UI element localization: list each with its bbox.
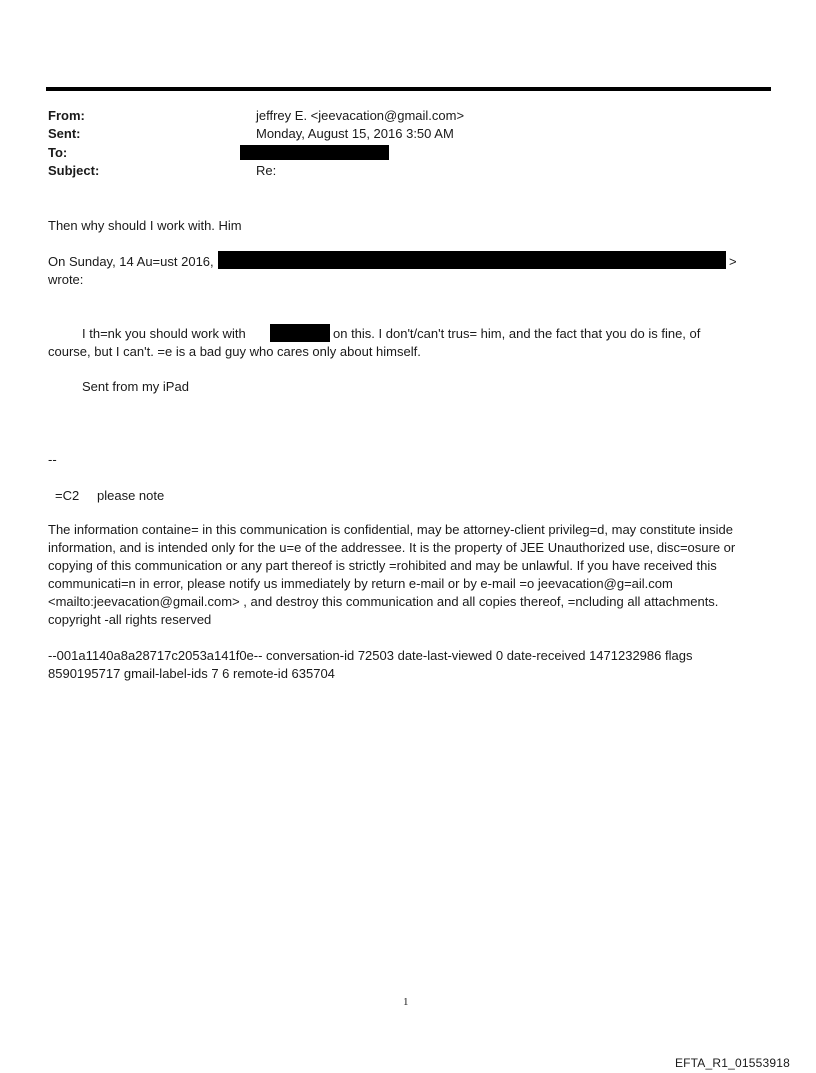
sender-redaction: [218, 251, 726, 269]
c2-note: please note: [97, 488, 165, 503]
page-number: 1: [403, 996, 409, 1008]
quoted-line-2: course, but I can't. =e is a bad guy who cares only about himself.: [48, 344, 421, 359]
quoted-line-1a: I th=nk you should work with: [82, 326, 246, 341]
sent-label: Sent:: [48, 126, 81, 141]
quoted-line-1b: on this. I don't/can't trus= him, and the fact that you do is fine, of: [333, 326, 701, 341]
to-redaction: [240, 145, 389, 160]
c2-code: =C2: [55, 488, 80, 503]
reply-text: Then why should I work with. Him: [48, 218, 242, 233]
name-redaction: [270, 324, 330, 342]
from-value: jeffrey E. <jeevacation@gmail.com>: [256, 108, 465, 123]
quote-intro-wrote: wrote:: [48, 272, 84, 287]
quote-intro-end: >: [729, 254, 737, 269]
disclaimer-text: The information containe= in this communication is confidential, may be attorney-client privileg=d, may constitute inside information, and is intended only for the u=e of the addressee. It is the property of JEE Unauthorized use, disc=osure or copying of this communication or any part thereof is strictly =rohibited and may be unlawful. If you have received this communicati=n in error, please notify us immediately by return e-mail or by e-mail =o jeevacation@g=ail.com <mailto:jeevacation@gmail.com> , and destroy this communication and all copies thereof, =ncluding all attachments. copyright -all rights reserved: [48, 522, 736, 627]
to-label: To:: [48, 145, 68, 160]
subject-label: Subject:: [48, 163, 100, 178]
metadata-text: --001a1140a8a28717c2053a141f0e-- conversation-id 72503 date-last-viewed 0 date-received 1471232986 flags 8590195717 gmail-label-ids 7 6 remote-id 635704: [48, 648, 693, 681]
from-label: From:: [48, 108, 85, 123]
sent-from-text: Sent from my iPad: [82, 379, 189, 394]
header-rule: [46, 87, 771, 91]
document-id: EFTA_R1_01553918: [674, 1056, 790, 1070]
separator: --: [48, 452, 57, 467]
quote-intro-start: On Sunday, 14 Au=ust 2016,: [48, 254, 214, 269]
subject-value: Re:: [256, 163, 277, 178]
sent-value: Monday, August 15, 2016 3:50 AM: [256, 126, 454, 141]
